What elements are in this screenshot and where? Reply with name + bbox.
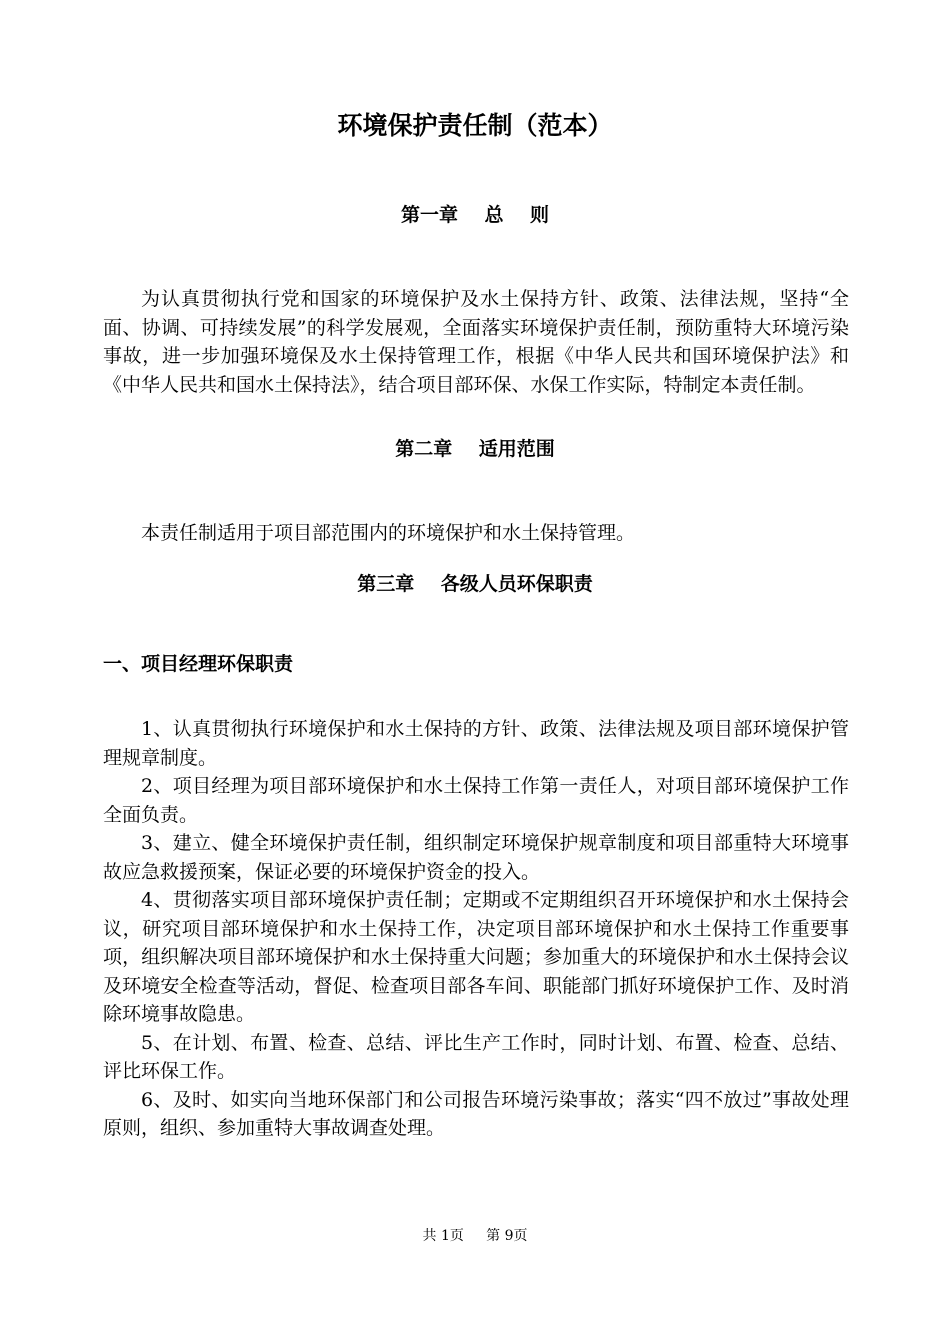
list-item: 3、建立、健全环境保护责任制，组织制定环境保护规章制度和项目部重特大环境事故应急救援预案，保证必要的环境保护资金的投入。 (103, 832, 849, 883)
page-footer: 共 1页 第 9页 (422, 1228, 528, 1244)
list-item: 6、及时、如实向当地环保部门和公司报告环境污染事故；落实“四不放过”事故处理原则，组织、参加重特大事故调查处理。 (103, 1088, 849, 1139)
chapter-3-heading: 第三章 各级人员环保职责 (357, 573, 593, 595)
section-1-items (103, 715, 849, 1143)
section-1-heading: 一、项目经理环保职责 (103, 653, 294, 675)
list-item: 2、项目经理为项目部环境保护和水土保持工作第一责任人，对项目部环境保护工作全面负责。 (103, 775, 849, 826)
chapter-1-body (103, 285, 849, 399)
chapter-2-paragraph: 本责任制适用于项目部范围内的环境保护和水土保持管理。 (141, 522, 636, 544)
chapter-2-heading: 第二章 适用范围 (395, 438, 555, 460)
document-title: 环境保护责任制（范本） (337, 111, 613, 140)
chapter-1-heading: 第一章 总 则 (401, 204, 549, 226)
list-item: 1、认真贯彻执行环境保护和水土保持的方针、政策、法律法规及项目部环境保护管理规章制度。 (103, 718, 849, 769)
chapter-1-paragraph: 为认真贯彻执行党和国家的环境保护及水土保持方针、政策、法律法规，坚持“全面、协调、可持续发展”的科学发展观，全面落实环境保护责任制，预防重特大环境污染事故，进一步加强环境保及水土保持管理工作，根据《中华人民共和国环境保护法》和《中华人民共和国水土保持法》，结合项目部环保、水保工作实际，特制定本责任制。 (103, 288, 849, 396)
chapter-2-body (103, 519, 849, 548)
list-item: 5、在计划、布置、检查、总结、评比生产工作时，同时计划、布置、检查、总结、评比环保工作。 (103, 1031, 849, 1082)
list-item: 4、贯彻落实项目部环境保护责任制；定期或不定期组织召开环境保护和水土保持会议，研究项目部环境保护和水土保持工作，决定项目部环境保护和水土保持工作重要事项，组织解决项目部环境保护和水土保持重大问题；参加重大的环境保护和水土保持会议及环境安全检查等活动，督促、检查项目部各车间、职能部门抓好环境保护工作、及时消除环境事故隐患。 (103, 889, 849, 1025)
